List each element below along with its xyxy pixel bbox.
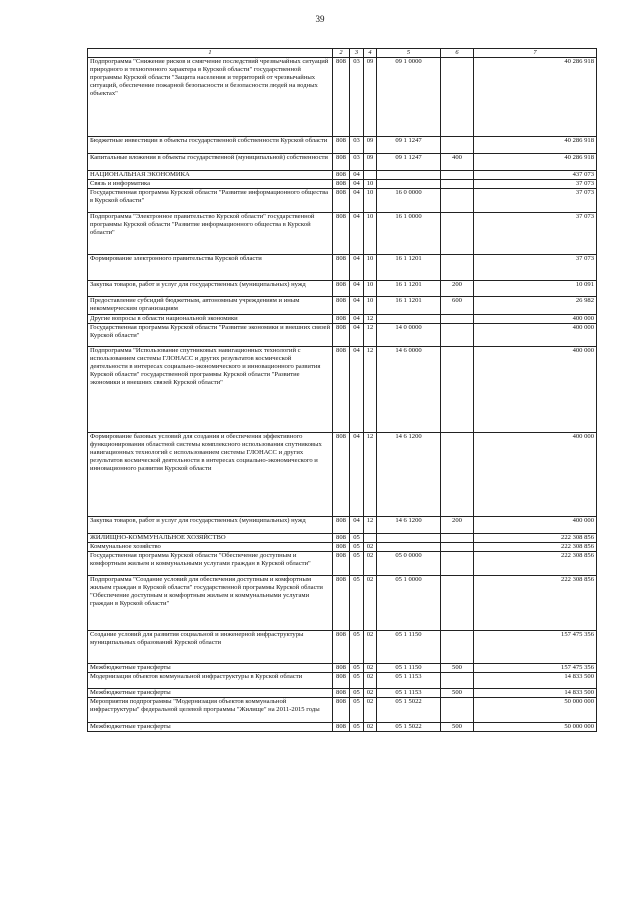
row-name: Связь и информатика bbox=[88, 180, 333, 189]
row-section: 05 bbox=[350, 543, 364, 552]
row-expense-type bbox=[441, 180, 474, 189]
row-expense-type: 500 bbox=[441, 664, 474, 673]
row-name: Подпрограмма "Снижение рисков и смягчение последствий чрезвычайных ситуаций природного и техногенного характера в Курской области" государственной программы Курской области "Защита населения и территорий от чрезвычайных ситуаций, обеспечение пожарной безопасности и безопасности людей на водных объектах" bbox=[88, 58, 333, 137]
row-target-article bbox=[377, 534, 441, 543]
row-name: Другие вопросы в области национальной экономики bbox=[88, 315, 333, 324]
row-admin-code: 808 bbox=[333, 723, 350, 732]
header-cell-target-article: 5 bbox=[377, 49, 441, 58]
row-subsection: 02 bbox=[364, 689, 377, 698]
row-section: 03 bbox=[350, 58, 364, 137]
row-target-article: 05 1 5022 bbox=[377, 698, 441, 723]
row-amount: 157 475 356 bbox=[474, 664, 597, 673]
budget-table bbox=[87, 48, 597, 732]
table-row bbox=[88, 58, 597, 137]
row-admin-code: 808 bbox=[333, 189, 350, 213]
row-admin-code: 808 bbox=[333, 180, 350, 189]
row-target-article: 05 1 1150 bbox=[377, 664, 441, 673]
row-section: 03 bbox=[350, 154, 364, 171]
row-section: 05 bbox=[350, 723, 364, 732]
row-section: 05 bbox=[350, 631, 364, 664]
row-expense-type bbox=[441, 552, 474, 576]
row-amount: 222 308 856 bbox=[474, 534, 597, 543]
row-amount: 400 000 bbox=[474, 433, 597, 517]
row-section: 04 bbox=[350, 255, 364, 281]
row-target-article: 14 6 0000 bbox=[377, 347, 441, 433]
row-section: 05 bbox=[350, 552, 364, 576]
row-admin-code: 808 bbox=[333, 534, 350, 543]
row-target-article: 09 1 1247 bbox=[377, 154, 441, 171]
row-admin-code: 808 bbox=[333, 154, 350, 171]
row-expense-type bbox=[441, 171, 474, 180]
header-row bbox=[88, 49, 597, 58]
row-subsection: 02 bbox=[364, 631, 377, 664]
table-row bbox=[88, 664, 597, 673]
table-row bbox=[88, 213, 597, 255]
row-target-article: 05 1 1153 bbox=[377, 673, 441, 689]
row-admin-code: 808 bbox=[333, 213, 350, 255]
row-subsection: 02 bbox=[364, 698, 377, 723]
row-subsection: 10 bbox=[364, 297, 377, 315]
row-section: 05 bbox=[350, 689, 364, 698]
row-admin-code: 808 bbox=[333, 297, 350, 315]
table-row bbox=[88, 315, 597, 324]
row-subsection: 12 bbox=[364, 433, 377, 517]
row-subsection: 10 bbox=[364, 213, 377, 255]
row-amount: 222 308 856 bbox=[474, 576, 597, 631]
row-expense-type bbox=[441, 576, 474, 631]
row-section: 04 bbox=[350, 189, 364, 213]
row-subsection: 02 bbox=[364, 576, 377, 631]
row-subsection: 02 bbox=[364, 552, 377, 576]
row-admin-code: 808 bbox=[333, 664, 350, 673]
row-expense-type bbox=[441, 213, 474, 255]
header-cell-admin: 2 bbox=[333, 49, 350, 58]
row-amount: 37 073 bbox=[474, 255, 597, 281]
table-row bbox=[88, 324, 597, 347]
row-subsection: 12 bbox=[364, 315, 377, 324]
header-cell-amount: 7 bbox=[474, 49, 597, 58]
row-admin-code: 808 bbox=[333, 517, 350, 534]
table-row bbox=[88, 189, 597, 213]
row-target-article: 14 0 0000 bbox=[377, 324, 441, 347]
row-name: Государственная программа Курской области "Развитие информационного общества в Курской области" bbox=[88, 189, 333, 213]
table-row bbox=[88, 297, 597, 315]
row-section: 04 bbox=[350, 213, 364, 255]
header-cell-name: 1 bbox=[88, 49, 333, 58]
table-body bbox=[88, 49, 597, 732]
row-target-article bbox=[377, 543, 441, 552]
row-expense-type: 400 bbox=[441, 154, 474, 171]
row-name: Модернизация объектов коммунальной инфраструктуры в Курской области bbox=[88, 673, 333, 689]
table-row bbox=[88, 576, 597, 631]
row-admin-code: 808 bbox=[333, 673, 350, 689]
row-subsection: 02 bbox=[364, 673, 377, 689]
row-target-article: 09 1 0000 bbox=[377, 58, 441, 137]
row-target-article: 16 1 1201 bbox=[377, 255, 441, 281]
row-expense-type bbox=[441, 673, 474, 689]
row-admin-code: 808 bbox=[333, 315, 350, 324]
header-cell-subsection: 4 bbox=[364, 49, 377, 58]
row-expense-type bbox=[441, 534, 474, 543]
row-target-article: 05 0 0000 bbox=[377, 552, 441, 576]
table-row bbox=[88, 347, 597, 433]
row-name: Межбюджетные трансферты bbox=[88, 689, 333, 698]
row-target-article bbox=[377, 171, 441, 180]
header-cell-section: 3 bbox=[350, 49, 364, 58]
row-subsection: 09 bbox=[364, 58, 377, 137]
row-name: Предоставление субсидий бюджетным, автономным учреждениям и иным некоммерческим организациям bbox=[88, 297, 333, 315]
row-amount: 400 000 bbox=[474, 324, 597, 347]
row-amount: 37 073 bbox=[474, 213, 597, 255]
row-amount: 40 286 918 bbox=[474, 58, 597, 137]
row-name: Межбюджетные трансферты bbox=[88, 664, 333, 673]
row-admin-code: 808 bbox=[333, 576, 350, 631]
row-amount: 157 475 356 bbox=[474, 631, 597, 664]
row-section: 05 bbox=[350, 698, 364, 723]
row-admin-code: 808 bbox=[333, 137, 350, 154]
row-admin-code: 808 bbox=[333, 552, 350, 576]
row-amount: 222 308 856 bbox=[474, 543, 597, 552]
row-subsection: 02 bbox=[364, 723, 377, 732]
row-admin-code: 808 bbox=[333, 347, 350, 433]
row-target-article: 16 0 0000 bbox=[377, 189, 441, 213]
row-target-article: 05 1 0000 bbox=[377, 576, 441, 631]
row-subsection: 10 bbox=[364, 180, 377, 189]
row-name: Подпрограмма "Создание условий для обеспечения доступным и комфортным жильем граждан в Курской области" государственной программы Курской области "Обеспечение доступным и комфортным жильем и коммунальными услугами граждан в Курской области" bbox=[88, 576, 333, 631]
header-cell-expense-type: 6 bbox=[441, 49, 474, 58]
row-subsection bbox=[364, 534, 377, 543]
row-section: 05 bbox=[350, 673, 364, 689]
row-target-article: 14 6 1200 bbox=[377, 517, 441, 534]
row-subsection: 02 bbox=[364, 543, 377, 552]
page-number: 39 bbox=[315, 14, 325, 24]
row-name: Коммунальное хозяйство bbox=[88, 543, 333, 552]
row-name: Закупка товаров, работ и услуг для государственных (муниципальных) нужд bbox=[88, 281, 333, 297]
row-expense-type bbox=[441, 433, 474, 517]
table-row bbox=[88, 137, 597, 154]
row-subsection: 10 bbox=[364, 255, 377, 281]
row-amount: 222 308 856 bbox=[474, 552, 597, 576]
row-admin-code: 808 bbox=[333, 58, 350, 137]
row-expense-type: 500 bbox=[441, 689, 474, 698]
row-amount: 14 833 500 bbox=[474, 673, 597, 689]
table-row bbox=[88, 281, 597, 297]
row-name: Капитальные вложения в объекты государственной (муниципальной) собственности bbox=[88, 154, 333, 171]
row-expense-type bbox=[441, 698, 474, 723]
row-subsection: 09 bbox=[364, 137, 377, 154]
row-name: Формирование базовых условий для создания и обеспечения эффективного функционирования областной системы комплексного использования спутниковых навигационных технологий с использованием системы ГЛОНАСС и других результатов космической деятельности в интересах социально-экономического и инновационного развития Курской области bbox=[88, 433, 333, 517]
row-expense-type: 200 bbox=[441, 281, 474, 297]
row-admin-code: 808 bbox=[333, 543, 350, 552]
row-expense-type bbox=[441, 315, 474, 324]
row-subsection: 10 bbox=[364, 189, 377, 213]
row-section: 04 bbox=[350, 297, 364, 315]
row-target-article bbox=[377, 315, 441, 324]
row-target-article: 09 1 1247 bbox=[377, 137, 441, 154]
table-row bbox=[88, 673, 597, 689]
row-section: 04 bbox=[350, 180, 364, 189]
row-amount: 437 073 bbox=[474, 171, 597, 180]
row-subsection: 12 bbox=[364, 517, 377, 534]
row-name: Мероприятия подпрограммы "Модернизация объектов коммунальной инфраструктуры" федеральной целевой программы "Жилище" на 2011-2015 годы bbox=[88, 698, 333, 723]
row-name: Формирование электронного правительства Курской области bbox=[88, 255, 333, 281]
row-amount: 400 000 bbox=[474, 517, 597, 534]
row-admin-code: 808 bbox=[333, 631, 350, 664]
row-name: ЖИЛИЩНО-КОММУНАЛЬНОЕ ХОЗЯЙСТВО bbox=[88, 534, 333, 543]
row-amount: 50 000 000 bbox=[474, 723, 597, 732]
row-section: 04 bbox=[350, 347, 364, 433]
row-name: Создание условий для развития социальной и инженерной инфраструктуры муниципальных образований Курской области bbox=[88, 631, 333, 664]
row-section: 04 bbox=[350, 517, 364, 534]
row-subsection bbox=[364, 171, 377, 180]
table-row bbox=[88, 517, 597, 534]
row-admin-code: 808 bbox=[333, 171, 350, 180]
row-subsection: 12 bbox=[364, 347, 377, 433]
table-row bbox=[88, 698, 597, 723]
row-expense-type: 200 bbox=[441, 517, 474, 534]
row-target-article: 05 1 5022 bbox=[377, 723, 441, 732]
row-subsection: 10 bbox=[364, 281, 377, 297]
row-admin-code: 808 bbox=[333, 689, 350, 698]
row-section: 05 bbox=[350, 576, 364, 631]
row-section: 03 bbox=[350, 137, 364, 154]
row-expense-type bbox=[441, 58, 474, 137]
row-name: Закупка товаров, работ и услуг для государственных (муниципальных) нужд bbox=[88, 517, 333, 534]
row-admin-code: 808 bbox=[333, 255, 350, 281]
row-section: 05 bbox=[350, 664, 364, 673]
table-row bbox=[88, 433, 597, 517]
row-amount: 37 073 bbox=[474, 189, 597, 213]
row-expense-type bbox=[441, 631, 474, 664]
row-expense-type bbox=[441, 137, 474, 154]
table-row bbox=[88, 180, 597, 189]
row-amount: 26 982 bbox=[474, 297, 597, 315]
row-expense-type bbox=[441, 255, 474, 281]
row-amount: 50 000 000 bbox=[474, 698, 597, 723]
row-target-article: 05 1 1150 bbox=[377, 631, 441, 664]
table-row bbox=[88, 255, 597, 281]
row-amount: 400 000 bbox=[474, 315, 597, 324]
table-row bbox=[88, 171, 597, 180]
row-expense-type bbox=[441, 347, 474, 433]
row-name: Бюджетные инвестиции в объекты государственной собственности Курской области bbox=[88, 137, 333, 154]
row-name: Подпрограмма "Электронное правительство Курской области" государственной программы Курской области "Развитие информационного общества в Курской области" bbox=[88, 213, 333, 255]
row-subsection: 02 bbox=[364, 664, 377, 673]
row-target-article bbox=[377, 180, 441, 189]
row-admin-code: 808 bbox=[333, 433, 350, 517]
row-target-article: 14 6 1200 bbox=[377, 433, 441, 517]
table-row bbox=[88, 723, 597, 732]
row-expense-type bbox=[441, 543, 474, 552]
row-amount: 10 091 bbox=[474, 281, 597, 297]
row-target-article: 16 1 0000 bbox=[377, 213, 441, 255]
row-section: 04 bbox=[350, 315, 364, 324]
row-section: 04 bbox=[350, 281, 364, 297]
table-row bbox=[88, 552, 597, 576]
row-section: 05 bbox=[350, 534, 364, 543]
row-name: Межбюджетные трансферты bbox=[88, 723, 333, 732]
row-amount: 40 286 918 bbox=[474, 154, 597, 171]
row-name: Подпрограмма "Использование спутниковых навигационных технологий с использованием системы ГЛОНАСС и других результатов космической деятельности в интересах социально-экономического и инновационного развития Курской области" государственной программы Курской области "Развитие экономики и внешних связей Курской области" bbox=[88, 347, 333, 433]
row-admin-code: 808 bbox=[333, 324, 350, 347]
row-name: Государственная программа Курской области "Обеспечение доступным и комфортным жильем и коммунальными услугами граждан в Курской области" bbox=[88, 552, 333, 576]
table-row bbox=[88, 534, 597, 543]
row-admin-code: 808 bbox=[333, 281, 350, 297]
row-section: 04 bbox=[350, 324, 364, 347]
row-amount: 400 000 bbox=[474, 347, 597, 433]
row-target-article: 16 1 1201 bbox=[377, 297, 441, 315]
row-name: Государственная программа Курской области "Развитие экономики и внешних связей Курской области" bbox=[88, 324, 333, 347]
row-expense-type: 600 bbox=[441, 297, 474, 315]
row-expense-type bbox=[441, 324, 474, 347]
table-row bbox=[88, 689, 597, 698]
row-amount: 14 833 500 bbox=[474, 689, 597, 698]
row-target-article: 05 1 1153 bbox=[377, 689, 441, 698]
row-section: 04 bbox=[350, 433, 364, 517]
row-subsection: 09 bbox=[364, 154, 377, 171]
row-expense-type bbox=[441, 189, 474, 213]
table-row bbox=[88, 154, 597, 171]
row-amount: 40 286 918 bbox=[474, 137, 597, 154]
row-amount: 37 073 bbox=[474, 180, 597, 189]
row-expense-type: 500 bbox=[441, 723, 474, 732]
row-name: НАЦИОНАЛЬНАЯ ЭКОНОМИКА bbox=[88, 171, 333, 180]
row-section: 04 bbox=[350, 171, 364, 180]
row-admin-code: 808 bbox=[333, 698, 350, 723]
table-row bbox=[88, 631, 597, 664]
row-target-article: 16 1 1201 bbox=[377, 281, 441, 297]
table-row bbox=[88, 543, 597, 552]
row-subsection: 12 bbox=[364, 324, 377, 347]
